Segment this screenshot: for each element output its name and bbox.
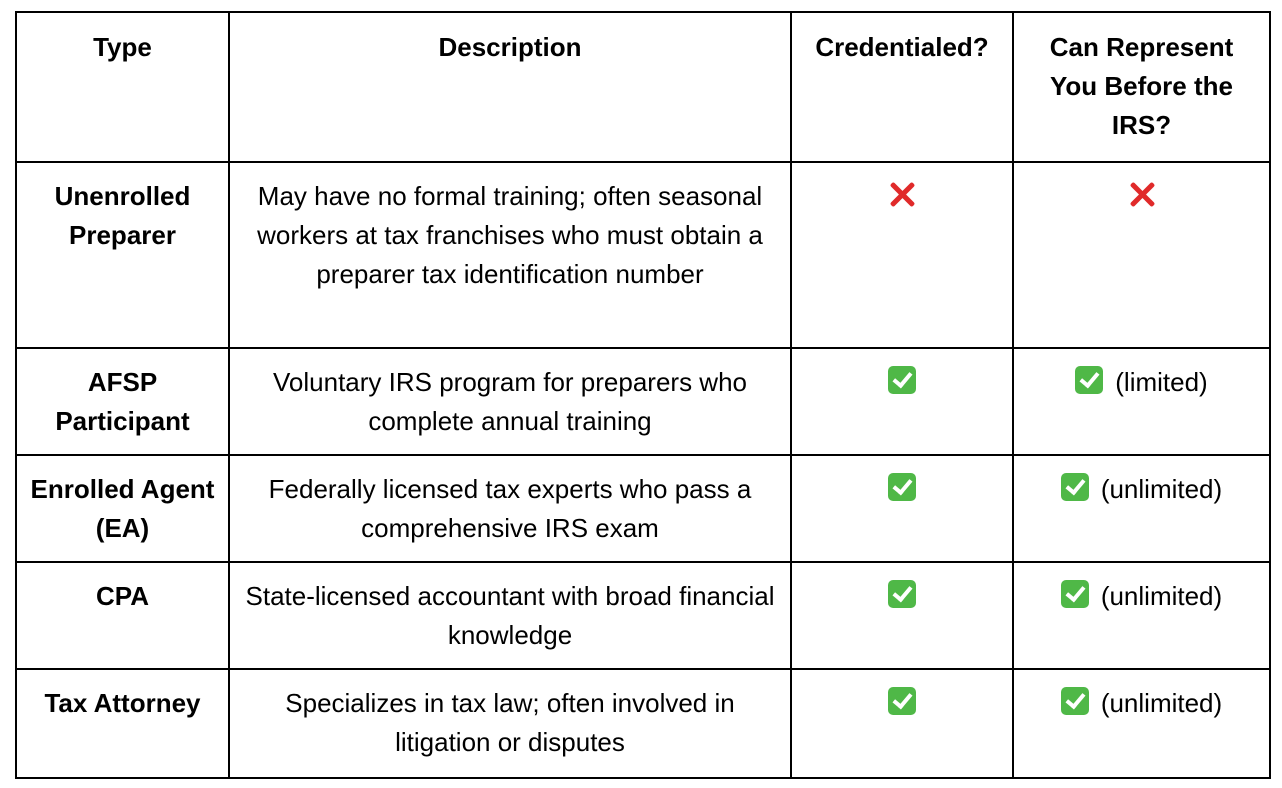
type-cell: Tax Attorney	[16, 669, 229, 778]
table-row	[16, 162, 1270, 348]
table-row	[16, 348, 1270, 455]
check-mark-button-icon	[1061, 473, 1089, 501]
type-cell: Unenrolled Preparer	[16, 162, 229, 348]
check-mark-button-icon	[1061, 687, 1089, 715]
header-row	[16, 12, 1270, 162]
represent-cell	[1013, 562, 1270, 669]
table-row	[16, 669, 1270, 778]
check-mark-button-icon	[888, 687, 916, 715]
header-represent: Can Represent You Before the IRS?	[1013, 12, 1270, 162]
check-mark-button-icon	[888, 366, 916, 394]
credentialed-cell	[791, 348, 1013, 455]
check-mark-button-icon	[888, 580, 916, 608]
represent-note: (unlimited)	[1100, 581, 1223, 611]
represent-cell	[1013, 669, 1270, 778]
represent-note: (unlimited)	[1100, 474, 1223, 504]
comparison-table	[15, 11, 1271, 779]
type-cell: CPA	[16, 562, 229, 669]
type-cell: AFSP Participant	[16, 348, 229, 455]
represent-cell	[1013, 348, 1270, 455]
description-cell: Federally licensed tax experts who pass a comprehensive IRS exam	[229, 455, 791, 562]
credentialed-cell	[791, 669, 1013, 778]
check-mark-button-icon	[1075, 366, 1103, 394]
represent-cell	[1013, 162, 1270, 348]
check-mark-button-icon	[1061, 580, 1089, 608]
header-description: Description	[229, 12, 791, 162]
represent-note: (unlimited)	[1100, 688, 1223, 718]
header-credentialed: Credentialed?	[791, 12, 1013, 162]
description-cell: Specializes in tax law; often involved in litigation or disputes	[229, 669, 791, 778]
table-row	[16, 562, 1270, 669]
check-mark-button-icon	[888, 473, 916, 501]
header-type: Type	[16, 12, 229, 162]
represent-note: (limited)	[1115, 367, 1208, 397]
credentialed-cell	[791, 562, 1013, 669]
description-cell: State-licensed accountant with broad financial knowledge	[229, 562, 791, 669]
credentialed-cell	[791, 455, 1013, 562]
description-cell: May have no formal training; often seasonal workers at tax franchises who must obtain a preparer tax identification number	[229, 162, 791, 348]
credentialed-cell	[791, 162, 1013, 348]
table-row	[16, 455, 1270, 562]
represent-cell	[1013, 455, 1270, 562]
cross-mark-icon	[1128, 180, 1156, 208]
type-cell: Enrolled Agent (EA)	[16, 455, 229, 562]
description-cell: Voluntary IRS program for preparers who complete annual training	[229, 348, 791, 455]
cross-mark-icon	[888, 180, 916, 208]
